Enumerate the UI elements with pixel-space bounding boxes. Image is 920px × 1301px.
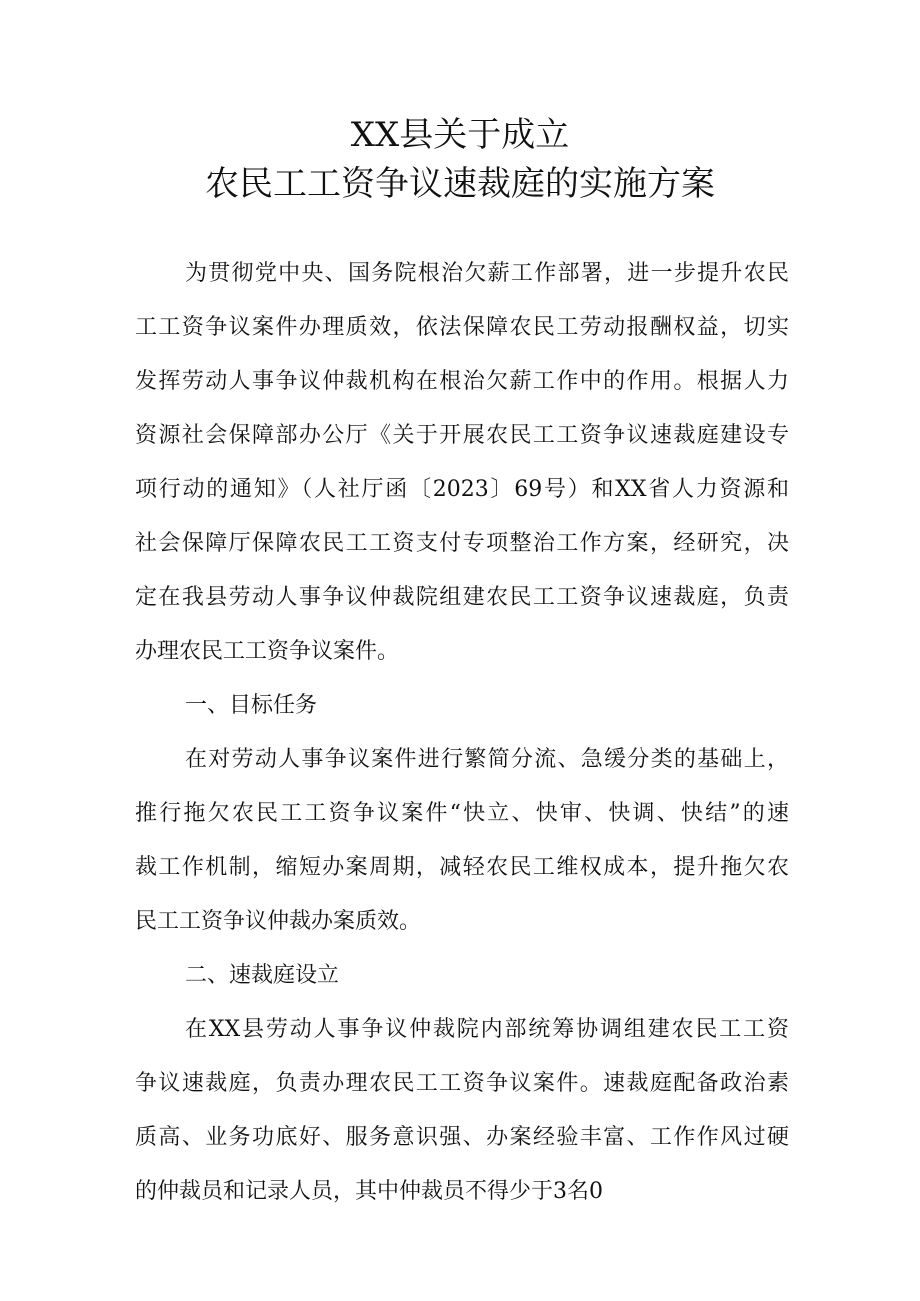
paragraph-line: 争议速裁庭，负责办理农民工工资争议案件。速裁庭配备政治素 [135, 1071, 789, 1096]
paragraph-line: 项行动的通知》（人社厅函〔2023〕69号）和XX省人力资源和 [135, 477, 789, 502]
paragraph-line: 民工工资争议仲裁办案质效。 [135, 909, 422, 934]
paragraph-line: 为贯彻党中央、国务院根治欠薪工作部署，进一步提升农民 [185, 261, 789, 286]
paragraph-line: 在XX县劳动人事争议仲裁院内部统筹协调组建农民工工资 [185, 1017, 789, 1042]
paragraph-line: 在对劳动人事争议案件进行繁简分流、急缓分类的基础上， [185, 747, 789, 772]
document-title-line2: 农民工工资争议速裁庭的实施方案 [205, 164, 715, 204]
paragraph-line: 办理农民工工资争议案件。 [135, 639, 400, 664]
paragraph-line: 发挥劳动人事争议仲裁机构在根治欠薪工作中的作用。根据人力 [135, 369, 789, 394]
section-heading: 一、目标任务 [185, 693, 318, 718]
paragraph-line: 裁工作机制，缩短办案周期，减轻农民工维权成本，提升拖欠农 [135, 855, 789, 880]
paragraph-line: 社会保障厅保障农民工工资支付专项整治工作方案，经研究，决 [135, 531, 789, 556]
section-heading: 二、速裁庭设立 [185, 963, 340, 988]
paragraph-line: 资源社会保障部办公厅《关于开展农民工工资争议速裁庭建设专 [135, 423, 789, 448]
paragraph-line: 质高、业务功底好、服务意识强、办案经验丰富、工作作风过硬 [135, 1125, 789, 1150]
paragraph-line: 推行拖欠农民工工资争议案件“快立、快审、快调、快结”的速 [135, 801, 789, 826]
paragraph-line: 的仲裁员和记录人员，其中仲裁员不得少于3名0 [135, 1179, 603, 1204]
paragraph-line: 工工资争议案件办理质效，依法保障农民工劳动报酬权益，切实 [135, 315, 789, 340]
document-title-line1: XX县关于成立 [350, 115, 570, 155]
paragraph-line: 定在我县劳动人事争议仲裁院组建农民工工资争议速裁庭，负责 [135, 585, 789, 610]
document-body [135, 247, 789, 1219]
